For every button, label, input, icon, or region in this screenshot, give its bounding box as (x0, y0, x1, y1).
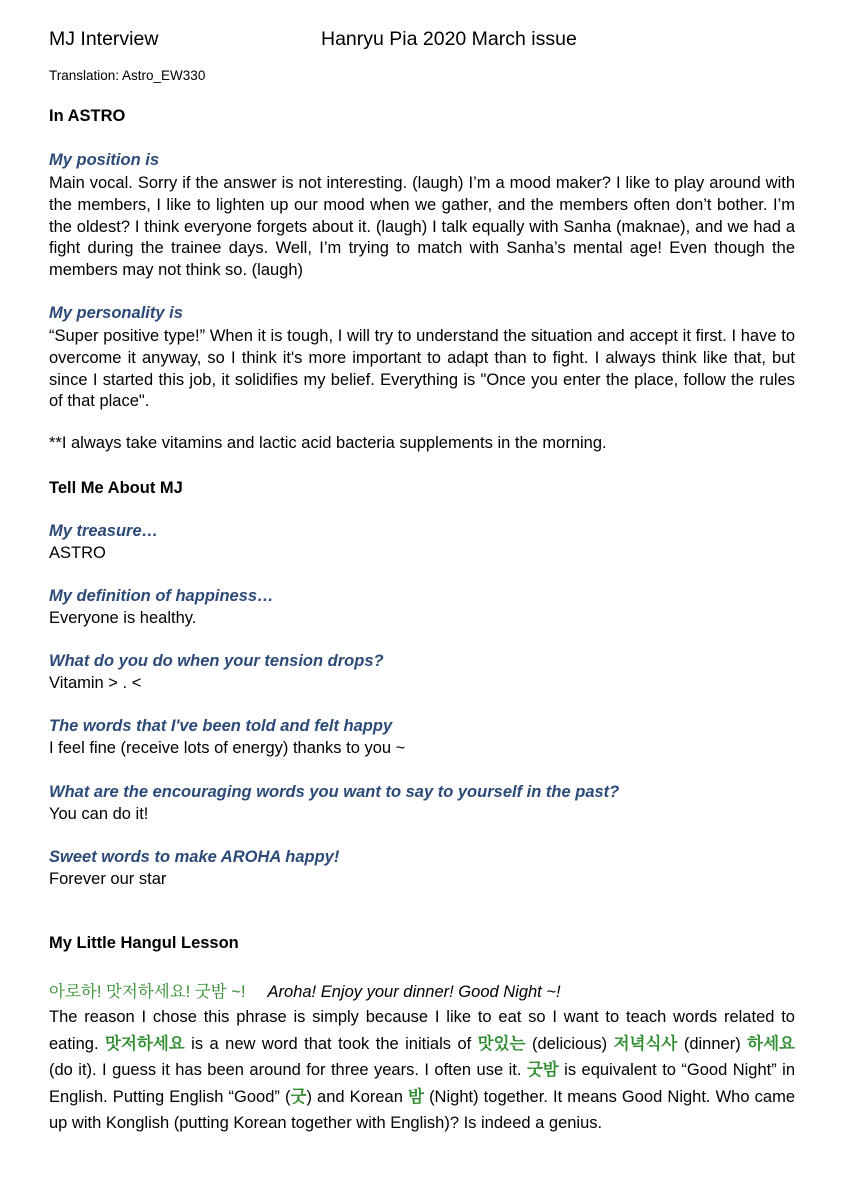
happiness-answer: Everyone is healthy. (49, 609, 197, 627)
section-in-astro-title: In ASTRO (49, 107, 126, 125)
personality-answer: “Super positive type!” When it is tough, I will try to understand the situation and accept it first. I have to overcome it anyway, so I think it's more important to adapt than to fight. I always think like that, but since I started this job, it solidifies my belief. Everything is "Once you enter the place, follow the rules of that place". (49, 327, 795, 411)
page-header (49, 28, 795, 54)
happy-words-question: The words that I've been told and felt happy (49, 717, 393, 735)
tension-answer: Vitamin > . < (49, 674, 142, 692)
lesson-text: is equivalent to “Good Night” in English. Putting English “Good” ( (49, 1061, 795, 1106)
vitamins-note: **I always take vitamins and lactic acid bacteria supplements in the morning. (49, 434, 607, 452)
position-question: My position is (49, 151, 160, 169)
tension-question: What do you do when your tension drops? (49, 652, 384, 670)
header-source: Hanryu Pia 2020 March issue (321, 28, 577, 50)
happy-words-answer: I feel fine (receive lots of energy) thanks to you ~ (49, 739, 406, 757)
lesson-text: (delicious) (525, 1034, 614, 1053)
header-title: MJ Interview (49, 28, 159, 50)
encouraging-answer: You can do it! (49, 805, 149, 823)
korean-word: 맛있는 (477, 1034, 526, 1053)
korean-word: 굿 (290, 1087, 307, 1106)
happiness-question: My definition of happiness… (49, 587, 274, 605)
encouraging-question: What are the encouraging words you want to say to yourself in the past? (49, 783, 620, 801)
korean-word: 저녁식사 (613, 1034, 678, 1053)
section-hangul-title: My Little Hangul Lesson (49, 934, 239, 952)
translation-credit: Translation: Astro_EW330 (49, 68, 206, 83)
korean-word: 하세요 (747, 1034, 795, 1053)
section-tell-me-title: Tell Me About MJ (49, 479, 183, 497)
position-answer: Main vocal. Sorry if the answer is not interesting. (laugh) I’m a mood maker? I like to play around with the members, I like to lighten up our mood when we gather, and the members often don’t bother. I’m the oldest? I think everyone forgets about it. (laugh) I talk equally with Sanha (maknae), and we had a fight during the trainee days. Well, I’m trying to match with Sanha’s mental age! Even though the members may not think so. (laugh) (49, 174, 795, 280)
lesson-text: ) and Korean (306, 1087, 408, 1106)
korean-phrase: 아로하! 맛저하세요! 굿밤 ~! (49, 983, 246, 1001)
sweet-words-question: Sweet words to make AROHA happy! (49, 848, 340, 866)
personality-question: My personality is (49, 304, 183, 322)
english-phrase: Aroha! Enjoy your dinner! Good Night ~! (267, 983, 561, 1001)
hangul-explanation (49, 1004, 795, 1137)
treasure-answer: ASTRO (49, 544, 106, 562)
hangul-phrase-line (49, 978, 561, 1002)
korean-word: 밤 (408, 1087, 424, 1106)
lesson-text: (do it). I guess it has been around for three years. I often use it. (49, 1061, 527, 1079)
treasure-question: My treasure… (49, 522, 159, 540)
lesson-text: (Night) together. It means Good Night. Who came up with Konglish (putting Korean together with English)? Is indeed a genius. (49, 1087, 795, 1132)
lesson-text: (dinner) (677, 1034, 748, 1053)
lesson-text: The reason I chose this phrase is simply because I like to eat so I want to teach words related to eating. (49, 1008, 795, 1053)
sweet-words-answer: Forever our star (49, 870, 167, 888)
korean-word: 맛저하세요 (105, 1034, 185, 1053)
korean-word: 굿밤 (526, 1061, 559, 1079)
lesson-text: is a new word that took the initials of (184, 1034, 478, 1053)
